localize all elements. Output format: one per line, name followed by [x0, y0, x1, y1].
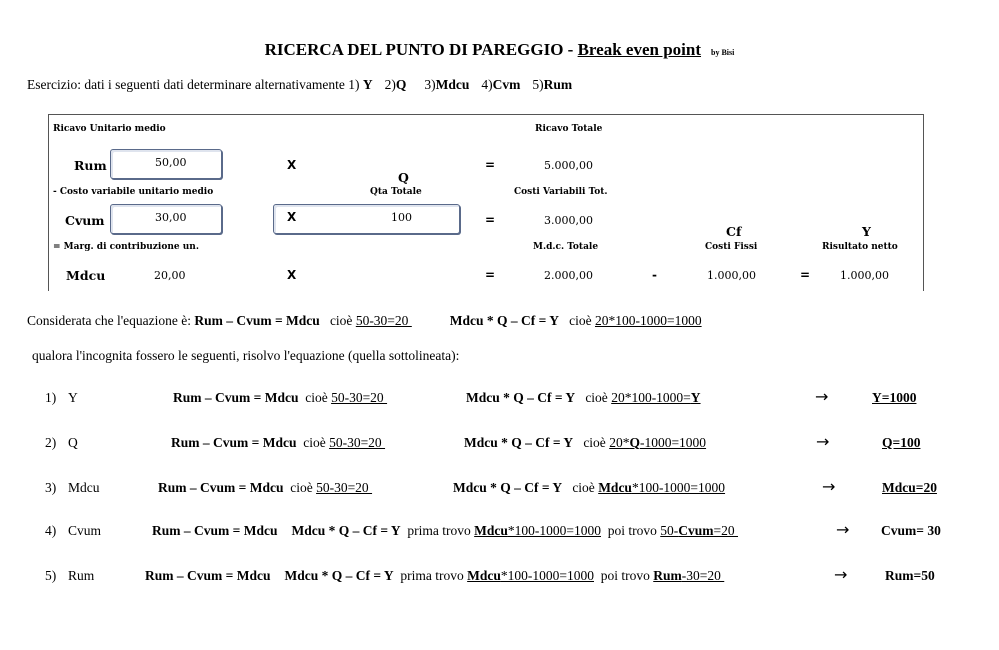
equals-sign-3: =: [485, 268, 496, 282]
row-1-formula-a: [173, 390, 387, 406]
y-label: Y: [862, 224, 871, 239]
row-3-name: Mdcu: [68, 480, 100, 495]
costi-variabili-tot-value: 3.000,00: [544, 214, 593, 227]
row-4-poi: poi trovo: [601, 523, 661, 538]
mdcu-label: Mdcu: [66, 268, 106, 283]
equals-sign-2: =: [485, 213, 496, 227]
row-1-calc-b: [611, 390, 700, 405]
qta-totale-label: Qta Totale: [370, 187, 422, 197]
exercise-rum-num: 5): [532, 77, 544, 92]
minus-sign: -: [652, 268, 657, 282]
row-3-eq-a: Rum – Cvum = Mdcu: [158, 480, 284, 495]
costi-fissi-label: Costi Fissi: [705, 242, 758, 252]
row-1-name: Y: [68, 390, 78, 405]
row-5-name: Rum: [68, 568, 95, 583]
row-5-result-text: Rum=50: [885, 568, 935, 583]
row-5-calc-a-2: -30=20: [681, 568, 725, 583]
equation-calc-a: 50-30=20: [355, 313, 412, 328]
title-underlined: Break even point: [577, 40, 702, 59]
row-4-calc-a-2: Cvum: [678, 523, 714, 538]
row-3-calc-b-2: *100-1000=1000: [631, 480, 726, 495]
ricavo-unitario-label: Ricavo Unitario medio: [53, 124, 166, 134]
row-2-cioe-b: cioè: [573, 435, 610, 450]
row-4-result-text: Cvum= 30: [881, 523, 941, 538]
costo-variabile-label: - Costo variabile unitario medio: [53, 187, 214, 197]
row-2-eq-b: Mdcu * Q – Cf = Y: [464, 435, 574, 450]
cf-label: Cf: [726, 224, 742, 239]
row-4-calc-b-2: *100-1000=1000: [507, 523, 601, 538]
q-label: Q: [398, 170, 409, 185]
mdc-totale-label: M.d.c. Totale: [533, 242, 599, 252]
multiply-sign-1: X: [287, 158, 297, 172]
row-3-formula-a: [158, 480, 372, 496]
mdcu-value: 20,00: [154, 269, 186, 282]
row-5-poi: poi trovo: [594, 568, 654, 583]
title-author: by Bisi: [711, 48, 735, 57]
row-5-num: 5): [45, 568, 57, 583]
qualora-text: qualora l'incognita fossero le seguenti, risolvo l'equazione (quella sottolineata):: [32, 348, 460, 363]
row-5-calc-b-1: Mdcu: [467, 568, 501, 583]
title-main: RICERCA DEL PUNTO DI PAREGGIO -: [264, 40, 578, 59]
row-4-prima: prima trovo: [400, 523, 475, 538]
row-1-calc-a: 50-30=20: [331, 390, 388, 405]
multiply-sign-3: X: [287, 268, 297, 282]
row-2-result-text: Q=100: [882, 435, 921, 450]
equation-cioe-2: cioè: [558, 313, 595, 328]
row-4-eq-b: Mdcu * Q – Cf = Y: [291, 523, 401, 538]
exercise-cvm-num: 4): [481, 77, 493, 92]
equals-sign-1: =: [485, 158, 496, 172]
marg-contribuzione-label: = Marg. di contribuzione un.: [53, 242, 199, 252]
exercise-text: [27, 77, 572, 93]
costi-variabili-tot-label: Costi Variabili Tot.: [514, 187, 608, 197]
row-5-eq-b: Mdcu * Q – Cf = Y: [284, 568, 394, 583]
row-1-formula-b: [466, 390, 701, 406]
multiply-sign-2: X: [287, 210, 297, 224]
row-2-formula-a: [171, 435, 385, 451]
row-1-eq-a: Rum – Cvum = Mdcu: [173, 390, 299, 405]
row-3-num: 3): [45, 480, 57, 495]
row-2-num: 2): [45, 435, 57, 450]
row-5-calc-b-2: *100-1000=1000: [500, 568, 594, 583]
row-4-num: 4): [45, 523, 57, 538]
row-1-cioe-b: cioè: [575, 390, 612, 405]
arrow-right-icon: →: [836, 520, 850, 539]
equation-b: Mdcu * Q – Cf = Y: [449, 313, 559, 328]
row-2-calc-b-3: -1000=1000: [639, 435, 707, 450]
arrow-right-icon: →: [816, 432, 830, 451]
risultato-netto-value: 1.000,00: [840, 269, 889, 282]
row-3-calc-b-1: Mdcu: [598, 480, 632, 495]
row-3-result-text: Mdcu=20: [882, 480, 937, 495]
exercise-y: Y: [362, 77, 373, 92]
row-1-eq-b: Mdcu * Q – Cf = Y: [466, 390, 576, 405]
row-3-eq-b: Mdcu * Q – Cf = Y: [453, 480, 563, 495]
row-1-calc-b-1: 20*100-1000=: [611, 390, 691, 405]
row-5-calc-b: [467, 568, 594, 583]
equation-line: [27, 313, 702, 329]
row-3-cioe-b: cioè: [562, 480, 599, 495]
row-5-formulas: [145, 568, 724, 584]
cvum-input[interactable]: [110, 204, 222, 234]
row-2-calc-b-1: 20*: [609, 435, 630, 450]
row-4-formulas: [152, 523, 738, 539]
row-3-calc-a: 50-30=20: [316, 480, 373, 495]
row-1-result-text: Y=1000: [872, 390, 917, 405]
risultato-netto-label: Risultato netto: [822, 242, 898, 252]
row-4-calc-a-1: 50-: [660, 523, 679, 538]
equation-calc-b: 20*100-1000=1000: [594, 313, 702, 328]
row-1-cioe-a: cioè: [298, 390, 332, 405]
exercise-mdcu: Mdcu: [435, 77, 470, 92]
cvum-value: 30,00: [155, 211, 187, 224]
page-title: [0, 40, 999, 60]
rum-value: 50,00: [155, 156, 187, 169]
row-5-calc-a: [653, 568, 724, 583]
row-4-calc-a: [660, 523, 738, 538]
costi-fissi-value: 1.000,00: [707, 269, 756, 282]
exercise-q-num: 2): [384, 77, 396, 92]
cvum-label: Cvum: [65, 213, 105, 228]
row-4-name: Cvum: [68, 523, 102, 538]
equals-sign-4: =: [800, 268, 811, 282]
row-3-formula-b: [453, 480, 725, 496]
row-4-eq-a: Rum – Cvum = Mdcu: [152, 523, 278, 538]
arrow-right-icon: →: [822, 477, 836, 496]
arrow-right-icon: →: [815, 387, 829, 406]
exercise-mdcu-num: 3): [424, 77, 436, 92]
row-2-cioe-a: cioè: [296, 435, 330, 450]
row-4-result: [881, 523, 941, 539]
q-value: 100: [391, 211, 412, 224]
exercise-cvm: Cvm: [492, 77, 521, 92]
row-3-cioe-a: cioè: [283, 480, 317, 495]
row-5-calc-a-1: Rum: [653, 568, 682, 583]
row-5-eq-a: Rum – Cvum = Mdcu: [145, 568, 271, 583]
ricavo-totale-value: 5.000,00: [544, 159, 593, 172]
equation-prefix: Considerata che l'equazione è:: [27, 313, 195, 328]
calculation-panel: [48, 114, 924, 291]
mdc-totale-value: 2.000,00: [544, 269, 593, 282]
row-1-calc-b-2: Y: [690, 390, 701, 405]
q-input[interactable]: [273, 204, 460, 234]
exercise-q: Q: [395, 77, 407, 92]
exercise-prefix: Esercizio: dati i seguenti dati determinare alternativamente 1): [27, 77, 363, 92]
exercise-rum: Rum: [543, 77, 573, 92]
row-4-calc-b-1: Mdcu: [474, 523, 508, 538]
row-2-eq-a: Rum – Cvum = Mdcu: [171, 435, 297, 450]
row-3-result: [882, 480, 937, 496]
row-1-num: 1): [45, 390, 57, 405]
row-5-result: [885, 568, 935, 584]
row-2-calc-b-2: Q: [629, 435, 640, 450]
row-2-formula-b: [464, 435, 706, 451]
row-2-result: [882, 435, 920, 451]
row-4-calc-b: [474, 523, 601, 538]
row-3-calc-b: [598, 480, 725, 495]
row-2-name: Q: [68, 435, 78, 450]
equation-cioe-1: cioè: [319, 313, 356, 328]
row-2-calc-a: 50-30=20: [329, 435, 386, 450]
row-5-prima: prima trovo: [393, 568, 468, 583]
rum-input[interactable]: [110, 149, 222, 179]
row-1-result: [872, 390, 916, 406]
ricavo-totale-label: Ricavo Totale: [535, 124, 603, 134]
rum-label: Rum: [74, 158, 107, 173]
row-4-calc-a-3: =20: [713, 523, 739, 538]
equation-a: Rum – Cvum = Mdcu: [194, 313, 320, 328]
arrow-right-icon: →: [834, 565, 848, 584]
row-2-calc-b: [609, 435, 706, 450]
